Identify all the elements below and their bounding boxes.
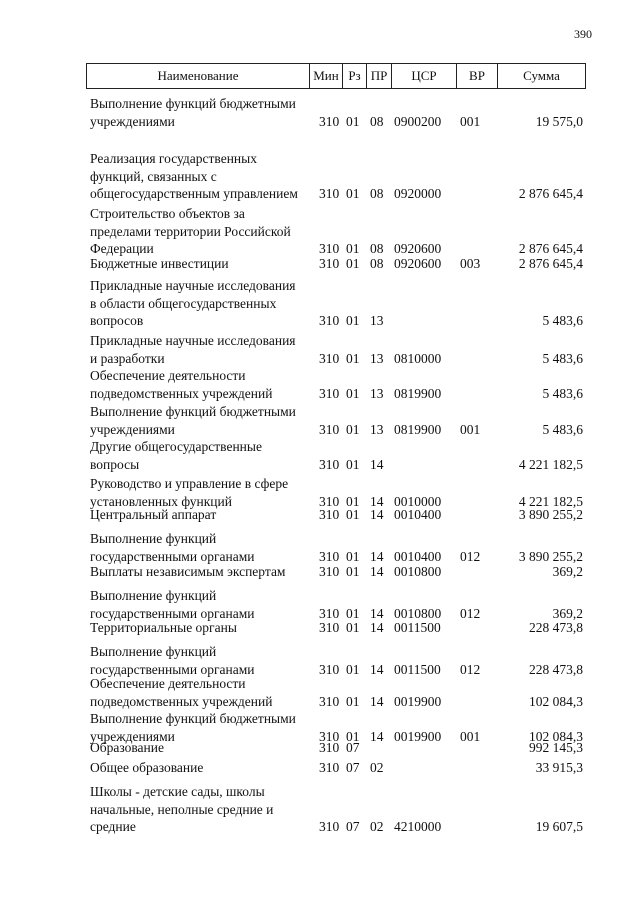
row-name-line: и разработки <box>90 350 165 366</box>
header-sum: Сумма <box>497 64 585 88</box>
row-name-line: Выполнение функций бюджетными <box>90 96 296 111</box>
row-csr: 0920000 <box>394 186 442 201</box>
table-row <box>0 587 640 622</box>
row-min: 310 <box>319 493 340 509</box>
header-pr: ПР <box>366 64 391 88</box>
row-rz: 01 <box>346 661 360 677</box>
row-name <box>90 759 315 777</box>
row-vr: 001 <box>460 113 481 129</box>
row-name <box>90 95 315 130</box>
row-sum: 2 876 645,4 <box>518 241 583 256</box>
row-rz: 01 <box>346 728 360 744</box>
row-name-line: в области общегосударственных <box>90 295 277 311</box>
row-min: 310 <box>319 620 340 635</box>
row-vr: 001 <box>460 728 481 744</box>
table-header <box>86 63 586 89</box>
row-name <box>90 619 315 637</box>
row-min: 310 <box>319 728 340 744</box>
row-name-line: функций, связанных с <box>90 168 217 184</box>
row-name-line: учреждениями <box>90 113 175 129</box>
row-rz: 01 <box>346 313 360 328</box>
table-row <box>0 438 640 473</box>
row-name-line: учреждениями <box>90 728 175 744</box>
row-pr: 02 <box>370 760 384 775</box>
row-name-line: Прикладные научные исследования <box>90 278 296 293</box>
table-row <box>0 563 640 581</box>
row-csr: 0019900 <box>394 693 442 709</box>
row-rz: 01 <box>346 456 360 472</box>
table-row <box>0 95 640 130</box>
row-name-line: вопросы <box>90 456 140 472</box>
row-vr: 001 <box>460 421 481 437</box>
row-sum: 228 473,8 <box>529 661 583 677</box>
row-pr: 14 <box>370 493 384 509</box>
row-name-line: Выполнение функций бюджетными <box>90 711 296 726</box>
row-name-line: государственными органами <box>90 661 255 677</box>
row-name <box>90 506 315 524</box>
row-pr: 14 <box>370 728 384 744</box>
row-name-line: Школы - детские сады, школы <box>90 784 265 799</box>
table-row <box>0 759 640 777</box>
row-sum: 3 890 255,2 <box>518 507 583 522</box>
row-rz: 01 <box>346 186 360 201</box>
row-rz: 07 <box>346 819 360 834</box>
row-sum: 19 607,5 <box>535 819 583 834</box>
row-csr: 0019900 <box>394 728 442 744</box>
row-sum: 3 890 255,2 <box>518 548 583 564</box>
row-name-line: государственными органами <box>90 548 255 564</box>
row-name-line: Другие общегосударственные <box>90 439 262 454</box>
row-min: 310 <box>319 819 340 834</box>
table-row <box>0 150 640 203</box>
row-sum: 5 483,6 <box>542 350 583 366</box>
row-min: 310 <box>319 186 340 201</box>
row-name <box>90 255 315 273</box>
row-rz: 01 <box>346 693 360 709</box>
row-csr: 0010800 <box>394 564 442 579</box>
row-min: 310 <box>319 256 340 271</box>
row-pr: 13 <box>370 421 384 437</box>
row-vr: 012 <box>460 548 481 564</box>
row-rz: 01 <box>346 385 360 401</box>
table-row <box>0 475 640 510</box>
row-pr: 08 <box>370 113 384 129</box>
row-name-line: установленных функций <box>90 493 232 509</box>
row-csr: 0819900 <box>394 421 442 437</box>
row-name <box>90 475 315 510</box>
row-name-line: Общее образование <box>90 760 204 775</box>
header-rz: Рз <box>342 64 366 88</box>
row-rz: 01 <box>346 113 360 129</box>
table-row <box>0 739 640 757</box>
row-pr: 13 <box>370 313 384 328</box>
row-name <box>90 438 315 473</box>
table-row <box>0 205 640 258</box>
row-name <box>90 587 315 622</box>
row-name <box>90 530 315 565</box>
row-pr: 02 <box>370 819 384 834</box>
row-name <box>90 150 315 203</box>
row-rz: 01 <box>346 421 360 437</box>
row-min: 310 <box>319 507 340 522</box>
row-name <box>90 563 315 581</box>
row-pr: 08 <box>370 241 384 256</box>
row-name <box>90 783 315 836</box>
row-name-line: Обеспечение деятельности <box>90 368 246 383</box>
row-sum: 4 221 182,5 <box>518 456 583 472</box>
row-name-line: Выполнение функций <box>90 644 217 659</box>
row-sum: 992 145,3 <box>529 740 583 755</box>
row-csr: 0010400 <box>394 507 442 522</box>
row-name-line: Прикладные научные исследования <box>90 333 296 348</box>
row-rz: 01 <box>346 241 360 256</box>
row-csr: 0819900 <box>394 385 442 401</box>
row-sum: 5 483,6 <box>542 421 583 437</box>
row-sum: 19 575,0 <box>535 113 583 129</box>
row-min: 310 <box>319 385 340 401</box>
row-name-line: Выполнение функций бюджетными <box>90 404 296 419</box>
row-pr: 08 <box>370 186 384 201</box>
row-sum: 369,2 <box>552 605 583 621</box>
row-name <box>90 205 315 258</box>
row-vr: 012 <box>460 661 481 677</box>
row-name <box>90 675 315 710</box>
row-min: 310 <box>319 760 340 775</box>
table-row <box>0 643 640 678</box>
row-name-line: Строительство объектов за <box>90 206 245 221</box>
row-sum: 2 876 645,4 <box>518 256 583 271</box>
row-sum: 369,2 <box>552 564 583 579</box>
row-pr: 13 <box>370 350 384 366</box>
table-row <box>0 332 640 367</box>
row-pr: 14 <box>370 507 384 522</box>
row-csr: 0010400 <box>394 548 442 564</box>
header-csr: ЦСР <box>391 64 456 88</box>
row-sum: 228 473,8 <box>529 620 583 635</box>
header-vr: ВР <box>456 64 497 88</box>
row-sum: 5 483,6 <box>542 313 583 328</box>
row-rz: 01 <box>346 256 360 271</box>
row-sum: 4 221 182,5 <box>518 493 583 509</box>
row-name-line: пределами территории Российской <box>90 223 291 239</box>
row-sum: 102 084,3 <box>529 728 583 744</box>
row-name-line: Выполнение функций <box>90 588 217 603</box>
row-min: 310 <box>319 241 340 256</box>
table-row <box>0 619 640 637</box>
row-pr: 14 <box>370 605 384 621</box>
table-row <box>0 506 640 524</box>
row-sum: 33 915,3 <box>535 760 583 775</box>
row-name-line: средние <box>90 819 136 834</box>
table-row <box>0 675 640 710</box>
row-name-line: Бюджетные инвестиции <box>90 256 229 271</box>
table-row <box>0 255 640 273</box>
row-min: 310 <box>319 661 340 677</box>
row-name-line: Центральный аппарат <box>90 507 217 522</box>
row-name-line: Обеспечение деятельности <box>90 676 246 691</box>
row-name-line: Выполнение функций <box>90 531 217 546</box>
row-name-line: учреждениями <box>90 421 175 437</box>
row-rz: 01 <box>346 493 360 509</box>
row-rz: 01 <box>346 620 360 635</box>
row-csr: 0011500 <box>394 620 441 635</box>
row-name-line: Руководство и управление в сфере <box>90 476 289 491</box>
table-row <box>0 403 640 438</box>
table-row <box>0 783 640 836</box>
row-name-line: начальные, неполные средние и <box>90 801 274 817</box>
row-pr: 14 <box>370 456 384 472</box>
row-sum: 102 084,3 <box>529 693 583 709</box>
row-sum: 5 483,6 <box>542 385 583 401</box>
row-min: 310 <box>319 313 340 328</box>
row-pr: 14 <box>370 693 384 709</box>
row-csr: 0900200 <box>394 113 442 129</box>
row-csr: 0010000 <box>394 493 442 509</box>
row-name <box>90 403 315 438</box>
row-name-line: подведомственных учреждений <box>90 693 273 709</box>
row-min: 310 <box>319 350 340 366</box>
row-min: 310 <box>319 421 340 437</box>
row-rz: 07 <box>346 740 360 755</box>
row-csr: 0810000 <box>394 350 442 366</box>
row-min: 310 <box>319 548 340 564</box>
row-csr: 4210000 <box>394 819 442 834</box>
row-csr: 0920600 <box>394 241 442 256</box>
row-name-line: подведомственных учреждений <box>90 385 273 401</box>
row-pr: 14 <box>370 661 384 677</box>
row-name-line: вопросов <box>90 313 144 328</box>
row-pr: 14 <box>370 620 384 635</box>
row-min: 310 <box>319 693 340 709</box>
row-min: 310 <box>319 605 340 621</box>
row-csr: 0011500 <box>394 661 441 677</box>
row-name <box>90 367 315 402</box>
row-vr: 012 <box>460 605 481 621</box>
page-number: 390 <box>574 27 592 41</box>
row-rz: 07 <box>346 760 360 775</box>
table-row <box>0 277 640 330</box>
row-rz: 01 <box>346 564 360 579</box>
table-row <box>0 530 640 565</box>
row-rz: 01 <box>346 507 360 522</box>
row-rz: 01 <box>346 350 360 366</box>
row-rz: 01 <box>346 548 360 564</box>
row-name-line: общегосударственным управлением <box>90 186 298 201</box>
row-pr: 14 <box>370 564 384 579</box>
row-name <box>90 643 315 678</box>
row-min: 310 <box>319 456 340 472</box>
row-name-line: Реализация государственных <box>90 151 257 166</box>
row-name <box>90 739 315 757</box>
row-pr: 08 <box>370 256 384 271</box>
row-rz: 01 <box>346 605 360 621</box>
row-name-line: Территориальные органы <box>90 620 237 635</box>
row-min: 310 <box>319 113 340 129</box>
row-name-line: Образование <box>90 740 164 755</box>
row-pr: 14 <box>370 548 384 564</box>
row-pr: 13 <box>370 385 384 401</box>
row-name <box>90 332 315 367</box>
row-sum: 2 876 645,4 <box>518 186 583 201</box>
table-row <box>0 367 640 402</box>
row-name <box>90 277 315 330</box>
header-min: Мин <box>309 64 342 88</box>
header-name: Наименование <box>157 68 239 83</box>
row-name-line: Федерации <box>90 241 154 256</box>
row-csr: 0010800 <box>394 605 442 621</box>
row-min: 310 <box>319 564 340 579</box>
row-min: 310 <box>319 740 340 755</box>
row-csr: 0920600 <box>394 256 442 271</box>
row-name-line: Выплаты независимым экспертам <box>90 564 286 579</box>
row-name-line: государственными органами <box>90 605 255 621</box>
row-vr: 003 <box>460 256 481 271</box>
